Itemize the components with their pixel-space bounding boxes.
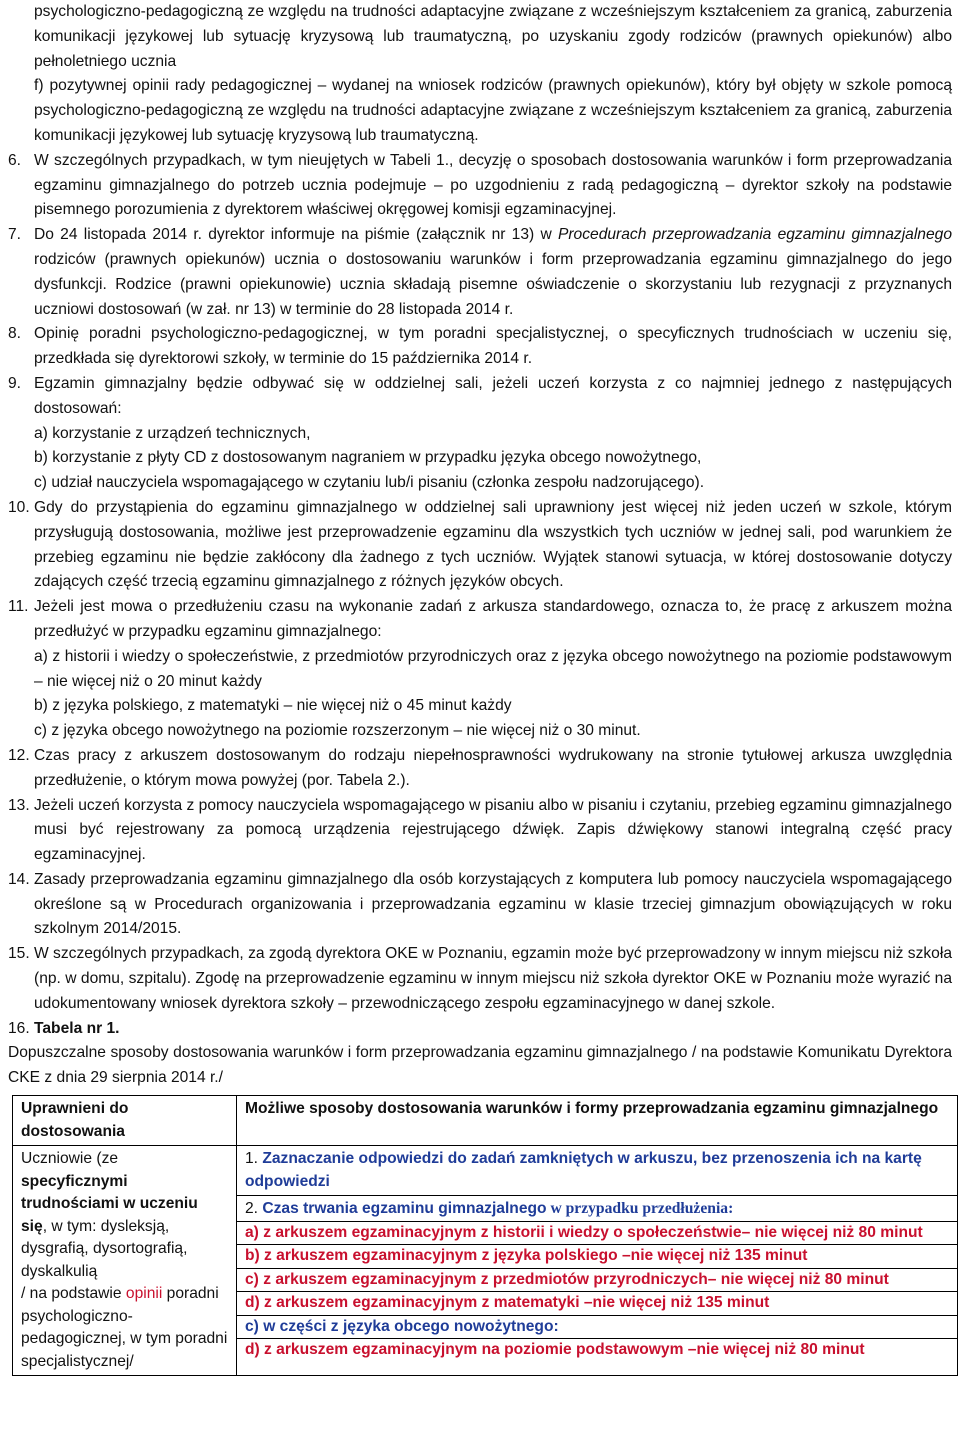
list-item-14: [8, 868, 952, 942]
list-item-7: [8, 223, 952, 322]
item-text: Gdy do przystąpienia do egzaminu gimnazjalnego w oddzielnej sali uprawniony jest więcej niż jeden uczeń w szkole, którym przysługują dostosowania, możliwe jest przeprowadzenie egzaminu dla wszystkich tych uczniów w jednej sali, pod warunkiem że przebieg egzaminu nie będzie zakłócony dla żadnego z tych uczniów. Wyjątek stanowi sytuacja, w której dostosowanie dotyczy zdających część trzecią egzaminu gimnazjalnego z różnych języków obcych.: [34, 498, 952, 591]
continuation-text: psychologiczno-pedagogiczną ze względu na trudności adaptacyjne związane z wcześniejszym kształceniem za granicą, zaburzenia komunikacji językowej lub sytuację kryzysową lub traumatyczną, po uzyskaniu zgody rodziców (prawnych opiekunów) albo pełnoletniego ucznia: [34, 3, 952, 70]
item-number: 7.: [8, 226, 22, 244]
subitem-a: a) korzystanie z urządzeń technicznych,: [34, 424, 311, 442]
item-number: 16.: [8, 1019, 30, 1037]
item-text-part: Do 24 listopada 2014 r. dyrektor informuje na piśmie (załącznik nr 13) w: [34, 226, 558, 244]
item-text: W szczególnych przypadkach, w tym nieujętych w Tabeli 1., decyzję o sposobach dostosowania warunków i form przeprowadzania egzaminu gimnazjalnego do potrzeb ucznia podejmuje – po uzgodnieniu z radą pedagogiczną – dyrektor szkoły na podstawie pisemnego porozumienia z dyrektorem właściwej okręgowej komisji egzaminacyjnej.: [34, 151, 952, 219]
table-header-row: [13, 1096, 958, 1146]
subitem-c: c) udział nauczyciela wspomagającego w czytaniu lub/i pisaniu (członka zespołu nadzorującego).: [34, 474, 705, 492]
item-5f: f) pozytywnej opinii rady pedagogicznej – wydanej na wniosek rodziców (prawnych opiekunów), który był objęty w szkole pomocą psychologiczno-pedagogiczną ze względu na trudności adaptacyjne związane z wcześniejszym kształceniem za granicą, zaburzenia komunikacji językowej lub sytuację kryzysową lub traumatyczną.: [34, 77, 952, 144]
list-item-10: [8, 496, 952, 595]
eligible-cell: [13, 1146, 237, 1376]
list-item-16: [8, 1017, 952, 1042]
header-cell-methods: Możliwe sposoby dostosowania warunków i formy przeprowadzania egzaminu gimnazjalnego: [237, 1096, 958, 1146]
method-2c-language: c) w części z języka obcego nowożytnego:: [237, 1316, 957, 1340]
list-item-9: [8, 372, 952, 496]
item-number: 15.: [8, 945, 30, 963]
methods-cell: [237, 1146, 958, 1376]
subitem-b: b) korzystanie z płyty CD z dostosowanym nagraniem w przypadku języka obcego nowożytnego,: [34, 449, 702, 467]
item-text: Egzamin gimnazjalny będzie odbywać się w oddzielnej sali, jeżeli uczeń korzysta z co najmniej jednego z następujących dostosowań:: [34, 374, 952, 417]
eligible-text: poradni psychologiczno-pedagogicznej, w tym poradni specjalistycznej/: [21, 1285, 228, 1370]
eligible-text: / na podstawie: [21, 1285, 126, 1303]
list-item-12: [8, 744, 952, 794]
method-text: Czas trwania egzaminu gimnazjalnego: [262, 1200, 547, 1218]
method-text: Zaznaczanie odpowiedzi do zadań zamkniętych w arkuszu, bez przenoszenia ich na kartę odpowiedzi: [245, 1150, 922, 1190]
procedures-title: Procedurach przeprowadzania egzaminu gimnazjalnego: [557, 226, 952, 244]
method-text: w przypadku przedłużenia:: [546, 1200, 734, 1218]
eligible-text-bold: specyficznymi trudnościami w uczeniu się: [21, 1172, 198, 1235]
item-text: [34, 223, 952, 322]
item-number: 8.: [8, 325, 22, 343]
adjustments-table: [12, 1095, 958, 1376]
method-number: 2.: [245, 1200, 263, 1218]
item-text: Jeżeli jest mowa o przedłużeniu czasu na wykonanie zadań z arkusza standardowego, oznacza to, że pracę z arkuszem można przedłużyć w przypadku egzaminu gimnazjalnego:: [34, 598, 952, 640]
item-text: Opinię poradni psychologiczno-pedagogicznej, w tym poradni specjalistycznej, o specyficznych trudnościach w uczeniu się, przedkłada się dyrektorowi szkoły, w terminie do 15 października 2014 r.: [34, 325, 952, 368]
item-number: 14.: [8, 870, 30, 888]
list-item-15: [8, 942, 952, 1016]
item-text: Czas pracy z arkuszem dostosowanym do rodzaju niepełnosprawności wydrukowany na stronie tytułowej arkusza uwzględnia przedłużenie, o którym mowa powyżej (por. Tabela 2.).: [34, 746, 952, 789]
list-item-11: [8, 595, 952, 744]
item-number: 13.: [8, 796, 30, 814]
method-2c: c) z arkuszem egzaminacyjnym z przedmiotów przyrodniczych– nie więcej niż 80 minut: [237, 1269, 957, 1293]
item-text: Jeżeli uczeń korzysta z pomocy nauczyciela wspomagającego w pisaniu albo w pisaniu i czytaniu, przebieg egzaminu gimnazjalnego musi być rejestrowany za pomocą urządzenia rejestrującego dźwięk. Zapis dźwiękowy stanowi integralną część pracy egzaminacyjnej.: [34, 796, 952, 864]
item-number: 9.: [8, 374, 22, 392]
method-2d: d) z arkuszem egzaminacyjnym z matematyki –nie więcej niż 135 minut: [237, 1292, 957, 1316]
eligible-text-red: opinii: [125, 1285, 163, 1303]
method-number: 1.: [245, 1150, 263, 1168]
method-2: [237, 1196, 957, 1222]
eligible-text: Uczniowie (ze: [21, 1150, 119, 1168]
eligible-text: , w tym: dysleksją, dysgrafią, dysortografią, dyskalkulią: [21, 1217, 188, 1280]
table-intro: Dopuszczalne sposoby dostosowania warunków i form przeprowadzania egzaminu gimnazjalnego / na podstawie Komunikatu Dyrektora CKE z dnia 29 sierpnia 2014 r./: [8, 1044, 952, 1087]
table-caption: Tabela nr 1.: [34, 1019, 120, 1037]
list-item-6: [8, 149, 952, 223]
item-number: 11.: [8, 598, 29, 616]
subitem-b: b) z języka polskiego, z matematyki – nie więcej niż o 45 minut każdy: [34, 697, 512, 715]
list-item-13: [8, 794, 952, 868]
item-number: 10.: [8, 498, 30, 516]
header-cell-eligible: Uprawnieni do dostosowania: [13, 1096, 237, 1146]
method-2b: b) z arkuszem egzaminacyjnym z języka polskiego –nie więcej niż 135 minut: [237, 1245, 957, 1269]
method-2a: a) z arkuszem egzaminacyjnym z historii i wiedzy o społeczeństwie– nie więcej niż 80 minut: [237, 1222, 957, 1246]
method-2d-basic: d) z arkuszem egzaminacyjnym na poziomie podstawowym –nie więcej niż 80 minut: [245, 1341, 865, 1359]
item-text: Zasady przeprowadzania egzaminu gimnazjalnego dla osób korzystających z komputera lub pomocy nauczyciela wspomagającego określone są w Procedurach organizowania i przeprowadzania egzaminu w klasie trzeciej gimnazjum obowiązujących w roku szkolnym 2014/2015.: [34, 870, 952, 938]
item-body: [34, 372, 952, 496]
item-number: 6.: [8, 151, 22, 169]
table-row: [13, 1146, 958, 1376]
item-text: W szczególnych przypadkach, za zgodą dyrektora OKE w Poznaniu, egzamin może być przeprowadzony w innym miejscu niż szkoła (np. w domu, szpitalu). Zgodę na przeprowadzenie egzaminu w innym miejscu niż szkoła dyrektor OKE w Poznaniu może wyrazić na udokumentowany wniosek dyrektora szkoły – przewodniczącego zespołu egzaminacyjnego w danej szkole.: [34, 945, 952, 1012]
item-text-part: rodziców (prawnych opiekunów) ucznia o dostosowaniu warunków i form przeprowadzania egzaminu gimnazjalnego do jego dysfunkcji. Rodzice (prawni opiekunowie) ucznia składają pisemne oświadczenie o skorzystaniu lub rezygnacji z przyznanych uczniowi dostosowań (w zał. nr 13) w terminie do 28 listopada 2014 r.: [34, 250, 952, 318]
item-body: [34, 595, 952, 744]
subitem-a: a) z historii i wiedzy o społeczeństwie, z przedmiotów przyrodniczych oraz z języka obcego nowożytnego na poziomie podstawowym – nie więcej niż o 20 minut każdy: [34, 647, 952, 690]
subitem-c: c) z języka obcego nowożytnego na poziomie rozszerzonym – nie więcej niż o 30 minut.: [34, 722, 641, 740]
item-number: 12.: [8, 746, 30, 764]
method-1: [237, 1146, 957, 1196]
list-item-8: [8, 322, 952, 372]
